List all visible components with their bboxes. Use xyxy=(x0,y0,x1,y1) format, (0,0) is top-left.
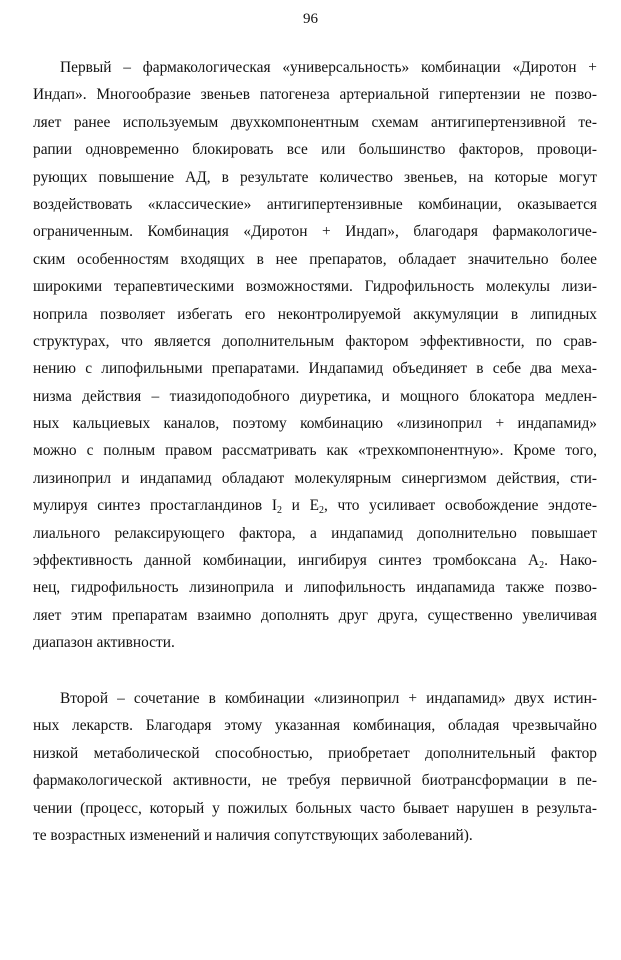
text-segment: низкой метаболической способностью, приобретает дополнительный фактор xyxy=(33,744,597,762)
text-line xyxy=(33,246,597,273)
text-line xyxy=(33,355,597,382)
text-segment: ским особенностям входящих в нее препаратов, обладает значительно более xyxy=(33,250,597,268)
text-line xyxy=(33,574,597,601)
subscript: 2 xyxy=(539,560,545,572)
text-segment: ляет этим препаратам взаимно дополнять друг друга, существенно увеличивая xyxy=(33,606,597,624)
text-segment: ноприла позволяет избегать его неконтролируемой аккумуляции в липидных xyxy=(33,305,597,323)
text-segment: эффективность данной комбинации, ингибируя синтез тромбоксана A xyxy=(33,552,540,570)
text-segment: можно с полным правом рассматривать как «трехкомпонентную». Кроме того, xyxy=(33,442,597,460)
text-line xyxy=(33,822,597,849)
text-segment: мулируя синтез простагландинов I xyxy=(33,497,277,515)
text-line xyxy=(33,547,597,574)
text-line xyxy=(33,54,597,81)
page-number: 96 xyxy=(303,11,318,27)
text-segment: Индап». Многообразие звеньев патогенеза артериальной гипертензии не позво- xyxy=(33,86,597,104)
text-segment: чении (процесс, который у пожилых больных часто бывает нарушен в результа- xyxy=(33,799,597,817)
text-line xyxy=(33,109,597,136)
text-line xyxy=(33,712,597,739)
text-segment: нец, гидрофильность лизиноприла и липофильность индапамида также позво- xyxy=(33,579,597,597)
text-segment: рующих повышение АД, в результате количество звеньев, на которые могут xyxy=(33,168,597,186)
text-line xyxy=(33,81,597,108)
subscript: 2 xyxy=(318,505,324,517)
text-segment: диапазон активности. xyxy=(33,634,175,652)
text-line xyxy=(33,740,597,767)
text-line xyxy=(33,602,597,629)
text-line xyxy=(33,328,597,355)
text-segment: нению с липофильными препаратами. Индапамид объединяет в себе два меха- xyxy=(33,360,597,378)
text-line xyxy=(33,164,597,191)
text-segment: и E xyxy=(281,497,319,515)
text-segment: структурах, что является дополнительным фактором эффективности, по срав- xyxy=(33,332,597,350)
text-line xyxy=(33,136,597,163)
paragraph-1 xyxy=(33,54,597,657)
text-segment: ных лекарств. Благодаря этому указанная комбинация, обладая чрезвычайно xyxy=(33,717,597,735)
text-segment: . Нако- xyxy=(544,552,597,570)
text-line xyxy=(33,520,597,547)
paragraph-2 xyxy=(33,685,597,849)
text-segment: ных кальциевых каналов, поэтому комбинацию «лизиноприл + индапамид» xyxy=(33,415,597,433)
text-line xyxy=(33,191,597,218)
text-segment: , что усиливает освобождение эндоте- xyxy=(323,497,597,515)
text-line xyxy=(33,685,597,712)
text-segment: низма действия – тиазидоподобного диуретика, и мощного блокатора медлен- xyxy=(33,387,597,405)
text-line xyxy=(33,273,597,300)
subscript: 2 xyxy=(276,505,282,517)
text-line xyxy=(33,795,597,822)
text-line xyxy=(33,492,597,519)
text-line xyxy=(33,465,597,492)
text-segment: Первый – фармакологическая «универсальность» комбинации «Диротон + xyxy=(60,59,597,76)
text-segment: лизиноприл и индапамид обладают молекулярным синергизмом действия, сти- xyxy=(33,469,597,487)
text-segment: широкими терапевтическими возможностями. Гидрофильность молекулы лизи- xyxy=(33,278,597,296)
text-line xyxy=(33,410,597,437)
text-segment: ограниченным. Комбинация «Диротон + Индап», благодаря фармакологиче- xyxy=(33,223,597,241)
text-segment: фармакологической активности, не требуя первичной биотрансформации в пе- xyxy=(33,772,597,790)
text-line xyxy=(33,218,597,245)
text-segment: лиального релаксирующего фактора, а индапамид дополнительно повышает xyxy=(33,524,597,542)
text-line xyxy=(33,629,597,656)
text-line xyxy=(33,383,597,410)
text-line xyxy=(33,437,597,464)
text-segment: рапии одновременно блокировать все или большинство факторов, провоци- xyxy=(33,141,597,159)
text-segment: те возрастных изменений и наличия сопутствующих заболеваний). xyxy=(33,826,473,844)
text-line xyxy=(33,301,597,328)
text-segment: Второй – сочетание в комбинации «лизиноприл + индапамид» двух истин- xyxy=(60,690,597,707)
text-segment: ляет ранее используемым двухкомпонентным схемам антигипертензивной те- xyxy=(33,113,597,131)
text-line xyxy=(33,767,597,794)
text-segment: воздействовать «классические» антигипертензивные комбинации, оказывается xyxy=(33,195,597,213)
